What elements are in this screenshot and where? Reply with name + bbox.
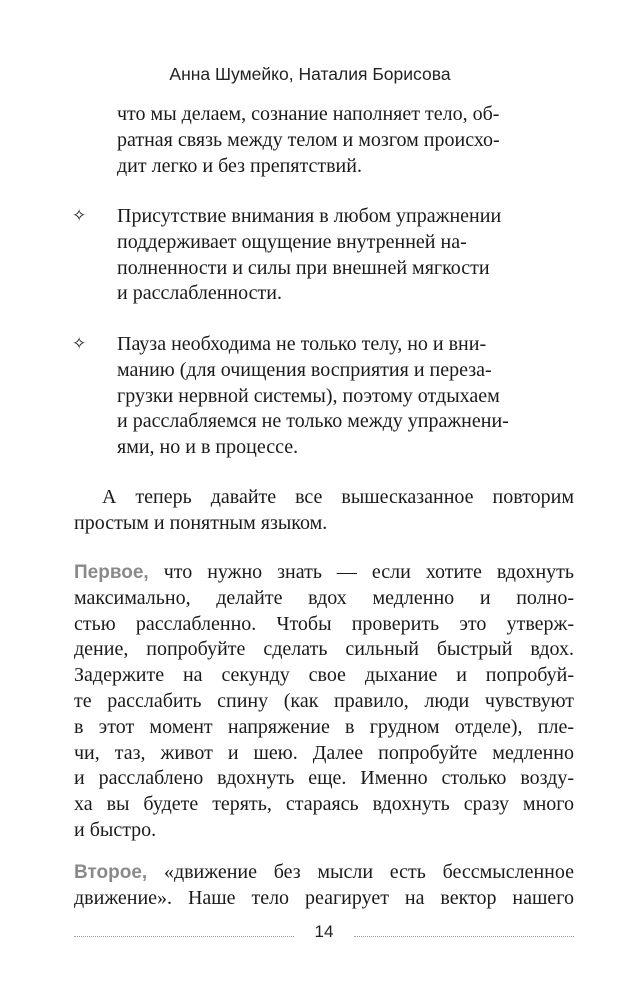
paragraph-lead: Второе, bbox=[74, 862, 148, 883]
second-paragraph bbox=[74, 860, 574, 912]
text-line: стью расслабленно. Чтобы проверить это утверж- bbox=[74, 612, 574, 635]
text-line: ями, но и в процессе. bbox=[117, 436, 299, 459]
text-line: Задержите на секунду свое дыхание и попробуй- bbox=[74, 664, 574, 687]
dotted-rule-left bbox=[74, 936, 294, 937]
page-number: 14 bbox=[314, 922, 334, 941]
text-line: Первое, что нужно знать — если хотите вдохнуть bbox=[74, 561, 575, 583]
text-line: и расслаблено вдохнуть еще. Именно столько возду- bbox=[74, 767, 574, 790]
text-line: А теперь давайте все вышесказанное повторим bbox=[102, 486, 574, 508]
text-line: Присутствие внимания в любом упражнении bbox=[117, 205, 502, 227]
text-line: Второе, «движение без мысли есть бессмысленное bbox=[74, 861, 574, 883]
bullet-continuation bbox=[74, 102, 574, 179]
text-line: ратная связь между телом и мозгом происхо- bbox=[117, 128, 500, 151]
text-line: простым и понятным языком. bbox=[74, 511, 328, 534]
text-line: манию (для очищения восприятия и переза- bbox=[117, 358, 492, 381]
text-line: грузки нервной системы), поэтому отдыхаем bbox=[117, 384, 500, 407]
page-footer bbox=[74, 922, 574, 946]
text-line: движение». Наше тело реагирует на вектор нашего bbox=[74, 886, 574, 909]
star-bullet-icon: ✧ bbox=[72, 206, 87, 226]
text-line: чи, таз, живот и шею. Далее попробуйте медленно bbox=[74, 741, 574, 764]
bullet-item bbox=[74, 204, 574, 307]
text-line: дит легко и без препятствий. bbox=[117, 154, 362, 177]
text-line: Пауза необходима не только телу, но и вни- bbox=[117, 333, 487, 355]
text-line: и быстро. bbox=[74, 818, 157, 841]
paragraph-lead: Первое, bbox=[74, 562, 149, 583]
text-line: максимально, делайте вдох медленно и полно- bbox=[74, 586, 574, 609]
summary-paragraph bbox=[74, 485, 574, 537]
text-line: и расслабленности. bbox=[117, 282, 282, 305]
text-line: те расслабить спину (как правило, люди чувствуют bbox=[74, 689, 574, 712]
text-line: и расслабляемся не только между упражнени- bbox=[117, 410, 509, 433]
running-header: Анна Шумейко, Наталия Борисова bbox=[169, 64, 451, 84]
text-line: ха вы будете терять, стараясь вдохнуть сразу много bbox=[74, 793, 574, 816]
bullet-item bbox=[74, 332, 574, 461]
dotted-rule-right bbox=[354, 936, 574, 937]
text-line: полненности и силы при внешней мягкости bbox=[117, 256, 490, 279]
first-paragraph bbox=[74, 560, 574, 844]
text-line: дение, попробуйте сделать сильный быстрый вдох. bbox=[74, 638, 574, 661]
text-line: поддерживает ощущение внутренней на- bbox=[117, 230, 467, 253]
star-bullet-icon: ✧ bbox=[72, 334, 87, 354]
text-line: в этот момент напряжение в грудном отделе), пле- bbox=[74, 715, 574, 738]
text-line: что мы делаем, сознание наполняет тело, об- bbox=[117, 103, 500, 125]
